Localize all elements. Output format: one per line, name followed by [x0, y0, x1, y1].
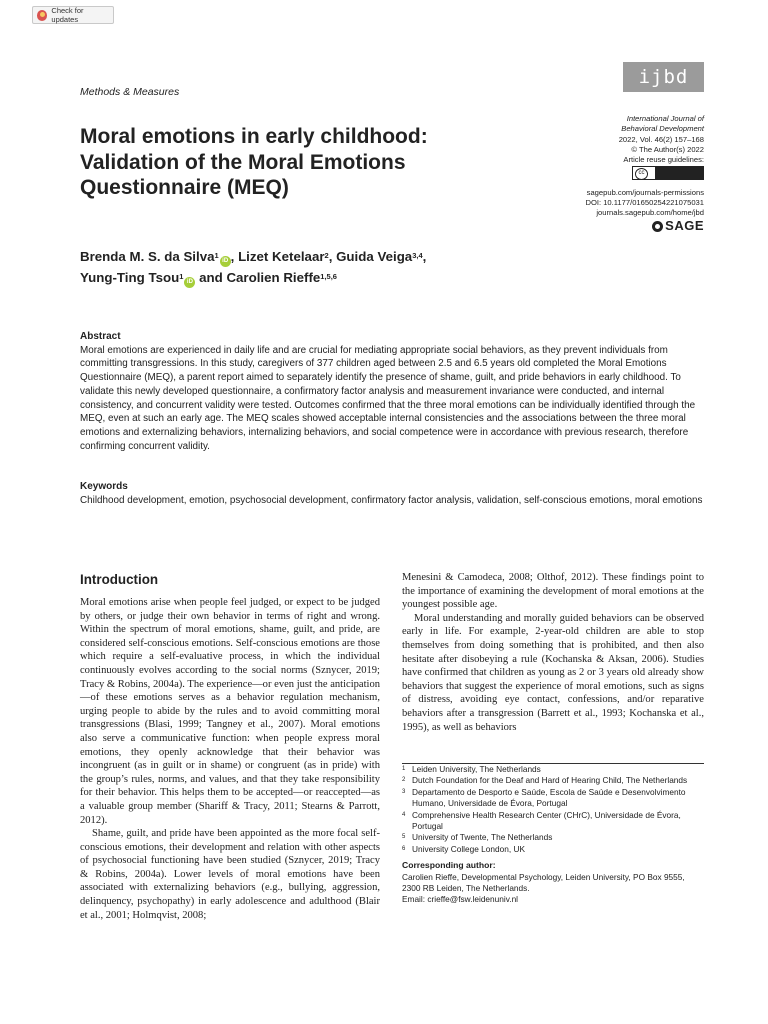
- article-title: Moral emotions in early childhood: Validation of the Moral Emotions Questionnaire (MEQ): [80, 125, 428, 199]
- author-affiliation: 3,4: [412, 251, 423, 260]
- corresponding-email[interactable]: Email: crieffe@fsw.leidenuniv.nl: [402, 894, 519, 905]
- author-name: Carolien Rieffe: [226, 269, 321, 285]
- footnote: 2 Dutch Foundation for the Deaf and Hard of Hearing Child, The Netherlands: [402, 775, 688, 786]
- publisher-name: SAGE: [665, 218, 704, 234]
- corresponding-heading: Corresponding author:: [402, 860, 496, 871]
- publisher-logo: [504, 218, 704, 234]
- volume-info: 2022, Vol. 46(2) 157–168: [618, 134, 704, 144]
- journal-name-line-1: International Journal of: [626, 114, 704, 123]
- creative-commons-icon: [632, 166, 704, 180]
- affiliation-footnotes: [402, 763, 704, 906]
- body-paragraph: Moral understanding and morally guided behaviors can be observed early in life. For example, 2-year-old children are able to stop themselves from doing something that is prohibited, and then also hesitate after disobeying a rule (Kochanska & Aksan, 2006). Studies have confirmed that children as young as 2 or 3 years old already show behaviors that suggest the experience of moral emotions, such as signs of distress, avoiding eye contact, confessions, and/or reparative behaviors after a transgression (Barrett et al., 1993; Kochanska et al., 1995), as well as behaviors: [402, 612, 704, 733]
- author-name: Yung-Ting Tsou: [80, 269, 180, 285]
- reuse-guidelines: Article reuse guidelines:: [623, 155, 704, 165]
- right-column: [402, 571, 704, 734]
- journal-metadata: [504, 114, 704, 232]
- abstract-heading: Abstract: [80, 331, 121, 342]
- author-affiliation: 2: [324, 251, 329, 260]
- keywords-text: Childhood development, emotion, psychosocial development, confirmatory factor analysis, validation, self-conscious emotions, moral emotions: [80, 494, 703, 506]
- permissions-link[interactable]: sagepub.com/journals-permissions: [586, 187, 704, 197]
- author-list: Brenda M. S. da Silva$^1$iD , Lizet Ketelaar$^2$, Guida Veiga$^{3,4}$, Yung-Ting Tsou$^1$iD and Carolien Rieffe$^{1,5,6}$: [80, 247, 550, 288]
- footnote: 6 University College London, UK: [402, 843, 525, 854]
- body-paragraph: Shame, guilt, and pride have been appointed as the more focal self-conscious emotions, their development and relation with other aspects of psychosocial functioning have been studied (Sznycer, 2019; Tracy & Robins, 2004a). Lower levels of moral emotions have been associated with externalizing behaviors (e.g., bullying, aggression, delinquency, psychopathy) in early adolescence and adulthood (Blair et al., 2001; Holmqvist, 2008;: [80, 828, 380, 921]
- author-affiliation: 1: [179, 271, 184, 281]
- body-paragraph: Moral emotions arise when people feel judged, or expect to be judged by others, or judge their own behavior in terms of right and wrong. Within the spectrum of moral emotions, shame, guilt, and pride, are considered self-conscious emotions. Self-conscious emotions are those which require a self-evaluative process, in which the individual continuously evolves according to the social norms (Sznycer, 2019; Tracy & Robins, 2004a). The experience—or even just the anticipation—of these emotions serves as a behavior regulation mechanism, urging people to abide by the rules and to avoid committing moral transgressions (Blasi, 1999; Tangney et al., 2007). Moral emotions also serve a communicative function: when people express moral emotions, they openly acknowledge that their behavior was incongruent (as in guilt or in shame) or congruent (as in pride) with the group’s rules, norms, and values, and that they take responsibility for their behavior. This helps them to be accepted—or reaccepted—as a valuable group member (Shariff & Tracy, 2011; Stearns & Parrott, 2012).: [80, 597, 380, 826]
- footnote: 3 Departamento de Desporto e Saúde, Escola de Saúde e Desenvolvimento Humano, Universidade de Évora, Portugal: [402, 786, 686, 809]
- abstract-text: Moral emotions are experienced in daily life and are crucial for mediating appropriate social behaviors, as they prevent individuals from committing transgressions. In this study, caregivers of 377 children aged between 2.5 and 6.5 years old completed the Moral Emotions Questionnaire (MEQ), a parent report aimed to separately identify the presence of shame, guilt, and pride behaviors in early childhood. To validate this newly developed questionnaire, a confirmatory factor analysis and measurement invariance were conducted, and internal consistency, and concurrent validity were tested. Outcomes confirmed that the three moral emotions can be individually identified through the MEQ, even at such an early age. The MEQ scales showed acceptable internal consistencies and the associations between the three moral emotions and externalizing behaviors, internalizing behaviors, and social competence were in accordance with previous research, therefore confirming concurrent validity.: [80, 344, 696, 452]
- copyright-notice: © The Author(s) 2022: [631, 144, 704, 154]
- corresponding-author: [402, 860, 704, 906]
- footnote: 4 Comprehensive Health Research Center (CHrC), Universidade de Évora, Portugal: [402, 809, 681, 832]
- author-name: Guida Veiga: [336, 249, 413, 264]
- section-label: Methods & Measures: [80, 86, 180, 98]
- orcid-icon[interactable]: iD: [220, 256, 231, 267]
- abstract-section: [80, 330, 704, 453]
- sage-icon: [652, 221, 663, 232]
- introduction-heading: Introduction: [80, 572, 159, 587]
- doi-link[interactable]: DOI: 10.1177/01650254221075031: [585, 198, 704, 208]
- orcid-icon[interactable]: iD: [184, 277, 195, 288]
- journal-homepage-link[interactable]: journals.sagepub.com/home/jbd: [596, 208, 704, 218]
- journal-logo: ijbd: [623, 62, 704, 92]
- journal-name-line-2: Behavioral Development: [621, 124, 704, 134]
- left-column: [80, 596, 380, 922]
- body-paragraph: Menesini & Camodeca, 2008; Olthof, 2012). These findings point to the importance of examining the development of moral emotions at the youngest possible age.: [402, 572, 704, 611]
- keywords-heading: Keywords: [80, 481, 128, 492]
- check-updates-label: Check for updates: [51, 6, 84, 24]
- check-for-updates-button[interactable]: [32, 6, 114, 24]
- author-name: Brenda M. S. da Silva: [80, 249, 215, 264]
- author-affiliation: 1,5,6: [320, 271, 337, 281]
- keywords-section: [80, 480, 704, 507]
- corresponding-address: Carolien Rieffe, Developmental Psychology, Leiden University, PO Box 9555, 2300 RB Leiden, The Netherlands.: [402, 871, 685, 894]
- footnote: 5 University of Twente, The Netherlands: [402, 832, 553, 843]
- author-name: Lizet Ketelaar: [238, 249, 325, 264]
- footnote: 1 Leiden University, The Netherlands: [402, 764, 541, 774]
- check-updates-icon: [37, 10, 47, 21]
- author-affiliation: 1: [214, 251, 219, 260]
